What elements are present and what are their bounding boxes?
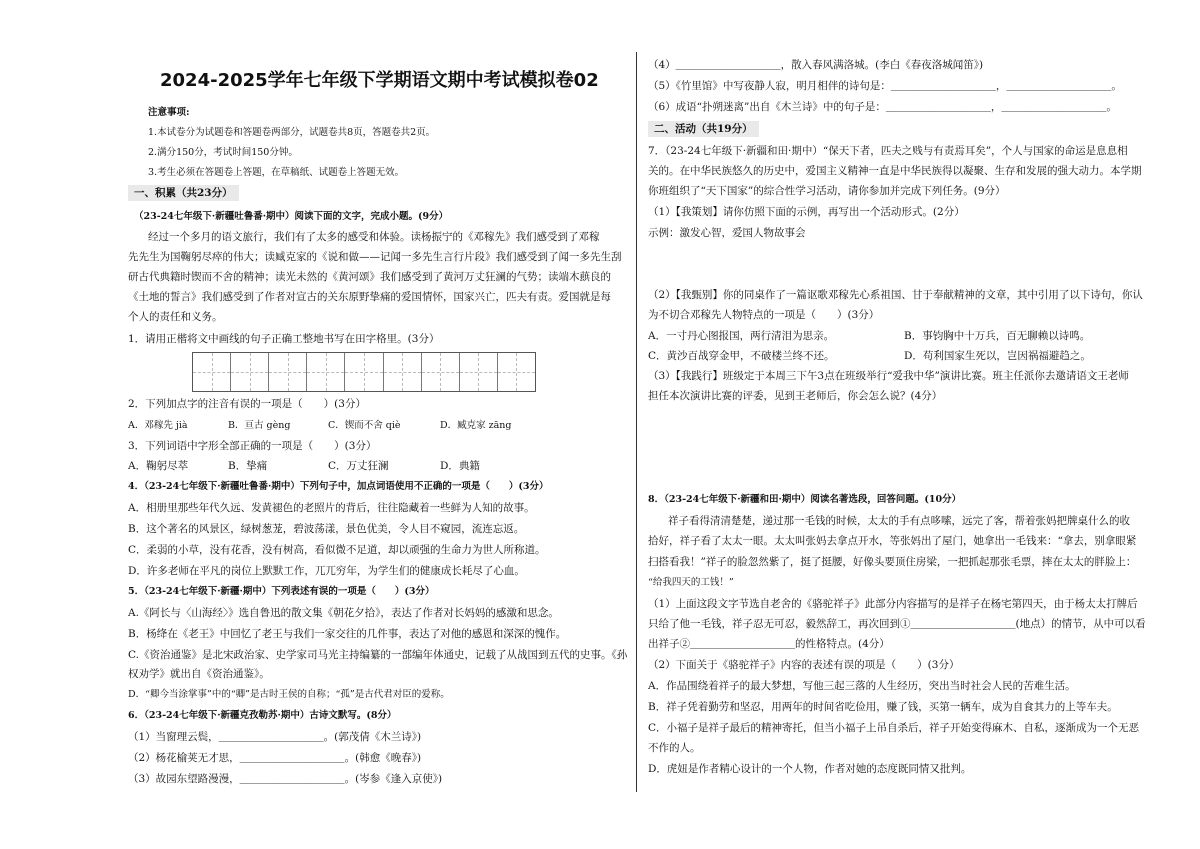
notes-heading: 注意事项: — [148, 107, 190, 118]
writing-grid[interactable] — [192, 352, 536, 392]
section-heading-accumulation: 一、积累（共23分） — [128, 185, 239, 201]
option-d: D．许多老师在平凡的岗位上默默工作，兀兀穷年，为学生们的健康成长耗尽了心血。 — [128, 565, 525, 577]
excerpt-line: 拾好，祥子看了太太一眼。太太叫张妈去拿点开水，等张妈出了屋门，她拿出一毛钱来：“拿去，别拿眼紧 — [648, 535, 1137, 547]
question-8: 8．（23-24七年级下·新疆和田·期中）阅读名著选段，回答问题。(10分） — [648, 494, 962, 505]
page-title: 2024-2025学年七年级下学期语文期中考试模拟卷02 — [160, 70, 599, 91]
option-b: B．挚痛 — [228, 460, 268, 472]
task-3-cont: 担任本次演讲比赛的评委，见到王老师后，你会怎么说？(4分） — [648, 390, 943, 402]
option-b: B．这个著名的风景区，绿树葱茏，碧波荡漾，景色优美，令人目不窥园，流连忘返。 — [128, 523, 525, 535]
note-item: 2.满分150分，考试时间150分钟。 — [148, 147, 298, 158]
option-d: D．虎妞是作者精心设计的一个人物，作者对她的态度既同情又批判。 — [648, 763, 972, 775]
option-c: C.《资治通鉴》是北宋政治家、史学家司马光主持编纂的一部编年体通史，记载了从战国到五代的史事。《孙 — [128, 649, 628, 661]
option-d: D．典籍 — [440, 460, 480, 472]
task-1-example: 示例：激发心智，爱国人物故事会 — [648, 227, 806, 239]
section-heading-activity: 二、活动（共19分） — [648, 121, 759, 137]
option-b: B．杨绛在《老王》中回忆了老王与我们一家交往的几件事，表达了对他的感恩和深深的愧作。 — [128, 628, 567, 640]
task-8-1: （1）上面这段文字节选自老舍的《骆驼祥子》此部分内容描写的是祥子在杨宅第四天，由于杨太太打牌后 — [648, 598, 1138, 610]
question-7: 7．（23-24七年级下·新疆和田·期中）“保天下者，匹夫之贱与有责焉耳矣”，个人与国家的命运是息息相 — [648, 145, 1128, 157]
option-b: B．祥子凭着勤劳和坚忍，用两年的时间省吃俭用，赚了钱，买第一辆车，成为自食其力的上等车夫。 — [648, 701, 1118, 713]
task-8-1-cont[interactable]: 只给了他一毛钱，祥子忍无可忍，毅然辞工，再次回到①＿＿＿＿＿＿＿＿＿＿(地点）的情节，从中可以看 — [648, 618, 1146, 630]
option-c-cont: 权劝学》就出自《资治通鉴》。 — [128, 668, 270, 680]
question-3: 3．下列词语中字形全部正确的一项是（ ）(3分） — [128, 440, 377, 452]
task-2-cont: 为不切合邓稼先人物特点的一项是（ ）(3分） — [648, 309, 880, 321]
passage-line: 先先生为国鞠躬尽瘁的伟大；读臧克家的《说和做——记闻一多先生言行片段》我们感受到了闻一多先生刮 — [128, 251, 622, 263]
option-c-cont: 不作的人。 — [648, 742, 701, 754]
option-d: D．“卿今当涂掌事”中的“卿”是古时王侯的自称；“孤”是古代君对臣的爱称。 — [128, 689, 450, 700]
passage-line: 个人的责任和义务。 — [128, 311, 223, 323]
question-6: 6．（23-24七年级下·新疆克孜勒苏·期中）古诗文默写。(8分） — [128, 710, 397, 721]
recite-item[interactable]: （1）当窗理云鬓，＿＿＿＿＿＿＿＿＿＿。(郭茂倩《木兰诗》) — [128, 731, 422, 743]
task-8-2: （2）下面关于《骆驼祥子》内容的表述有误的项是（ ）(3分） — [648, 659, 960, 671]
option-d: D．臧克家 zāng — [440, 420, 512, 431]
task-3: （3）【我践行】班级定于本周三下午3点在班级举行“爱我中华”演讲比赛。班主任派你去邀请语文王老师 — [648, 370, 1129, 382]
task-2: （2）【我甄别】你的同桌作了一篇讴歌邓稼先心系祖国、甘于奉献精神的文章，其中引用了以下诗句，你认 — [648, 289, 1143, 301]
task-8-1-cont[interactable]: 出祥子②＿＿＿＿＿＿＿＿＿＿的性格特点。(4分） — [648, 638, 890, 650]
question-7-cont: 你班组织了“天下国家”的综合性学习活动，请你参加并完成下列任务。(9分） — [648, 185, 1006, 197]
excerpt-line: “给我四天的工钱！” — [648, 577, 734, 588]
option-c: C．锲而不舍 qiè — [328, 420, 401, 431]
option-c: C．万丈狂澜 — [328, 460, 389, 472]
note-item: 3.考生必须在答题卷上答题，在草稿纸、试题卷上答题无效。 — [148, 167, 405, 178]
passage-line: 经过一个多月的语文旅行，我们有了太多的感受和体验。读杨振宁的《邓稼先》我们感受到了邓稼 — [148, 231, 600, 243]
note-item: 1.本试卷分为试题卷和答题卷两部分，试题卷共8页，答题卷共2页。 — [148, 127, 436, 138]
passage-heading: （23-24七年级下·新疆吐鲁番·期中）阅读下面的文字，完成小题。(9分） — [134, 211, 449, 222]
option-a: A．鞠躬尽萃 — [128, 460, 189, 472]
recite-item[interactable]: （3）故园东望路漫漫，＿＿＿＿＿＿＿＿＿＿。(岑参《逢入京使》) — [128, 773, 443, 785]
passage-line: 《土地的誓言》我们感受到了作者对宣古的关东原野挚痛的爱国情怀，国家兴亡，匹夫有责。爱国就是每 — [128, 291, 611, 303]
option-c: C．小福子是祥子最后的精神寄托，但当小福子上吊自杀后，祥子开始变得麻木、自私，逐渐成为一个无恶 — [648, 722, 1140, 734]
option-a: A．作品围绕着祥子的最大梦想，写他三起三落的人生经历，突出当时社会人民的苦难生活。 — [648, 680, 1076, 692]
option-b: B．事钧胸中十万兵，百无聊赖以诗鸣。 — [904, 330, 1091, 342]
recite-item[interactable]: （5）《竹里馆》中写夜静人寂，明月相伴的诗句是：＿＿＿＿＿＿＿＿＿＿，＿＿＿＿＿＿＿＿＿＿。 — [648, 80, 1122, 92]
excerpt-line: 扫搭看我！”祥子的脸忽然紫了，挺了挺腰，好像头要顶住房梁，一把抓起那张毛票，摔在太太的胖脸上： — [648, 556, 1137, 568]
option-c: C．柔弱的小草，没有花香，没有树高，看似微不足道，却以顽强的生命力为世人所称道。 — [128, 544, 546, 556]
option-a: A．相册里那些年代久远、发黄褪色的老照片的背后，往往隐藏着一些鲜为人知的故事。 — [128, 502, 535, 514]
recite-item[interactable]: （4）＿＿＿＿＿＿＿＿＿＿，散入春风满洛城。(李白《春夜洛城闻笛》) — [648, 59, 984, 71]
question-1: 1．请用正楷将文中画线的句子正确工整地书写在田字格里。(3分） — [128, 333, 440, 345]
recite-item[interactable]: （2）杨花榆荚无才思，＿＿＿＿＿＿＿＿＿＿。(韩愈《晚春》) — [128, 752, 422, 764]
task-1: （1）【我策划】请你仿照下面的示例，再写出一个活动形式。(2分） — [648, 206, 965, 218]
question-4: 4．（23-24七年级下·新疆吐鲁番·期中）下列句子中，加点词语使用不正确的一项是（ ）(3分） — [128, 481, 549, 492]
option-d: D．苟利国家生死以，岂因祸福避趋之。 — [904, 350, 1091, 362]
question-7-cont: 关的。在中华民族悠久的历史中，爱国主义精神一直是中华民族得以凝聚、生存和发展的强大动力。本学期 — [648, 165, 1142, 177]
passage-line: 研古代典籍时锲而不舍的精神；读光未然的《黄河颂》我们感受到了黄河万丈狂澜的气势；读端木蕻良的 — [128, 271, 611, 283]
option-a: A．一寸丹心图报国，两行清泪为思亲。 — [648, 330, 835, 342]
question-2: 2．下列加点字的注音有误的一项是（ ）(3分） — [128, 398, 366, 410]
option-b: B．亘古 gèng — [228, 420, 291, 431]
question-5: 5．（23-24七年级下·新疆·期中）下列表述有误的一项是（ ）(3分） — [128, 586, 435, 597]
option-a: A.《阿长与〈山海经〉》选自鲁迅的散文集《朝花夕拾》，表达了作者对长妈妈的感激和思念。 — [128, 607, 559, 619]
option-c: C．黄沙百战穿金甲，不破楼兰终不还。 — [648, 350, 835, 362]
column-divider — [636, 52, 637, 792]
recite-item[interactable]: （6）成语“扑朔迷离”出自《木兰诗》中的句子是：＿＿＿＿＿＿＿＿＿＿，＿＿＿＿＿＿＿＿＿＿。 — [648, 101, 1117, 113]
option-a: A．邓稼先 jià — [128, 420, 188, 431]
excerpt-line: 祥子看得清清楚楚，递过那一毛钱的时候，太太的手有点哆嗦，远完了客，帮着张妈把牌桌什么的收 — [668, 515, 1130, 527]
